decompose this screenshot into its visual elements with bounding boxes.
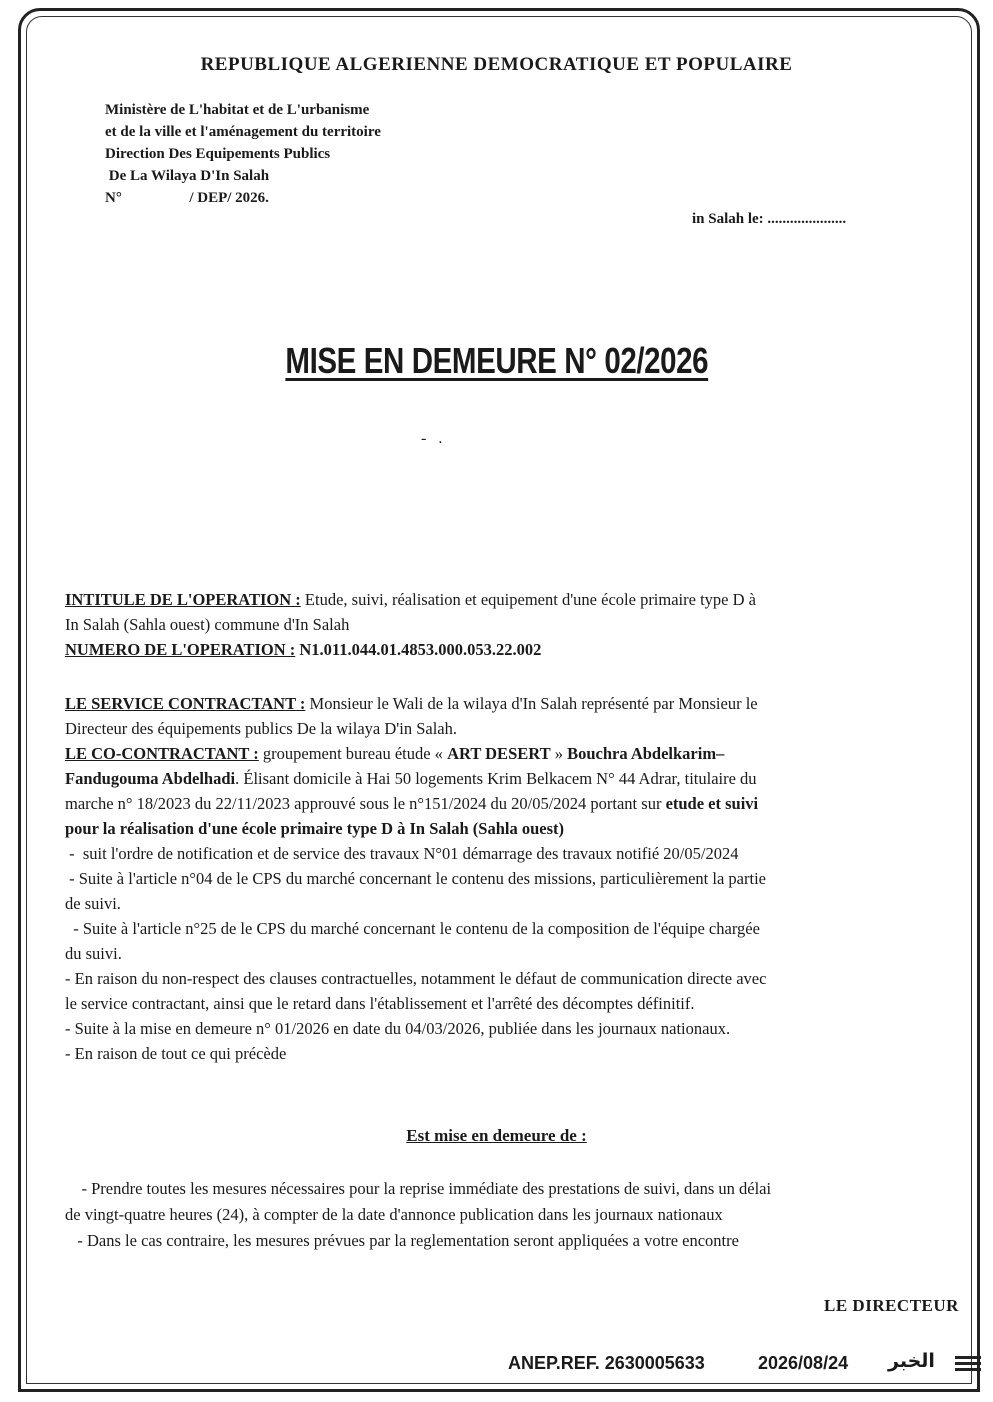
- service-label: LE SERVICE CONTRACTANT :: [65, 694, 306, 713]
- ministry-line: De La Wilaya D'In Salah: [105, 168, 270, 184]
- order-line: de vingt-quatre heures (24), à compter de la date d'annonce publication dans les journaux nationaux: [65, 1205, 723, 1224]
- partner-name-2: Fandugouma Abdelhadi: [65, 769, 236, 788]
- co-contractant-text: groupement bureau étude «: [258, 744, 448, 763]
- co-contractant-line-3: [65, 791, 970, 816]
- consideration-line: - suit l'ordre de notification et de service des travaux N°01 démarrage des travaux notifié 20/05/2024: [65, 844, 739, 863]
- mise-en-demeure-heading: Est mise en demeure de :: [406, 1126, 587, 1145]
- partner-name: Bouchra Abdelkarim–: [567, 744, 725, 763]
- numero-line: [65, 637, 970, 662]
- newspaper-logo-icon: [955, 1356, 981, 1374]
- ministry-block: [105, 99, 381, 209]
- document-title: [0, 340, 993, 382]
- orders-section: [65, 1176, 975, 1254]
- consideration-line: du suivi.: [65, 944, 122, 963]
- order-line: - Prendre toutes les mesures nécessaires pour la reprise immédiate des prestations de suivi, dans un délai: [65, 1179, 772, 1198]
- anep-reference: ANEP.REF. 2630005633: [508, 1353, 705, 1373]
- domicile-text: . Élisant domicile à Hai 50 logements Krim Belkacem N° 44 Adrar, titulaire du: [235, 769, 757, 788]
- company-name: ART DESERT: [447, 744, 551, 763]
- reference-number-line: N° / DEP/ 2026.: [105, 190, 269, 206]
- republic-heading: REPUBLIQUE ALGERIENNE DEMOCRATIQUE ET POPULAIRE: [200, 54, 793, 75]
- operation-section: [65, 587, 970, 662]
- ministry-line: Ministère de L'habitat et de L'urbanisme: [105, 102, 370, 118]
- marche-subject: etude et suivi: [665, 794, 759, 813]
- consideration-line: le service contractant, ainsi que le retard dans l'établissement et l'arrêté des décomptes définitif.: [65, 994, 695, 1013]
- consideration-line: - Suite à l'article n°25 de le CPS du marché concernant le contenu de la composition de l'équipe chargée: [65, 919, 760, 938]
- publication-date: 2026/08/24: [758, 1353, 849, 1373]
- numero-label: NUMERO DE L'OPERATION :: [65, 640, 296, 659]
- intitule-line: [65, 587, 970, 612]
- intitule-label: INTITULE DE L'OPERATION :: [65, 590, 301, 609]
- marche-text: marche n° 18/2023 du 22/11/2023 approuvé sous le n°151/2024 du 20/05/2024 portant sur: [65, 794, 666, 813]
- ministry-line: et de la ville et l'aménagement du territoire: [105, 124, 381, 140]
- consideration-line: - En raison du non-respect des clauses contractuelles, notamment le défaut de communication directe avec: [65, 969, 767, 988]
- intitule-text: Etude, suivi, réalisation et equipement d'une école primaire type D à: [300, 590, 756, 609]
- service-text: Monsieur le Wali de la wilaya d'In Salah représenté par Monsieur le: [305, 694, 758, 713]
- consideration-line: - En raison de tout ce qui précède: [65, 1044, 287, 1063]
- co-contractant-line: [65, 741, 970, 766]
- intitule-line-2: In Salah (Sahla ouest) commune d'In Salah: [65, 615, 350, 634]
- order-line: - Dans le cas contraire, les mesures prévues par la reglementation seront appliquées a votre encontre: [65, 1231, 739, 1250]
- signature-title: LE DIRECTEUR: [824, 1296, 959, 1315]
- co-contractant-label: LE CO-CONTRACTANT :: [65, 744, 259, 763]
- quote-close: »: [550, 744, 568, 763]
- place-date-line: in Salah le: .....................: [692, 211, 847, 227]
- co-contractant-line-4: pour la réalisation d'une école primaire type D à In Salah (Sahla ouest): [65, 819, 564, 838]
- co-contractant-line-2: [65, 766, 970, 791]
- decorative-dash: - .: [421, 430, 443, 447]
- ministry-line: Direction Des Equipements Publics: [105, 146, 331, 162]
- numero-value: N1.011.044.01.4853.000.053.22.002: [295, 640, 542, 659]
- service-line: [65, 691, 970, 716]
- document-title-text: MISE EN DEMEURE N° 02/2026: [285, 340, 708, 381]
- contract-section: [65, 691, 970, 1066]
- consideration-line: - Suite à l'article n°04 de le CPS du marché concernant le contenu des missions, particulièrement la partie: [65, 869, 766, 888]
- service-line-2: Directeur des équipements publics De la wilaya D'in Salah.: [65, 719, 457, 738]
- consideration-line: de suivi.: [65, 894, 121, 913]
- newspaper-logo-text: الخبر: [888, 1350, 935, 1372]
- consideration-line: - Suite à la mise en demeure n° 01/2026 en date du 04/03/2026, publiée dans les journaux nationaux.: [65, 1019, 731, 1038]
